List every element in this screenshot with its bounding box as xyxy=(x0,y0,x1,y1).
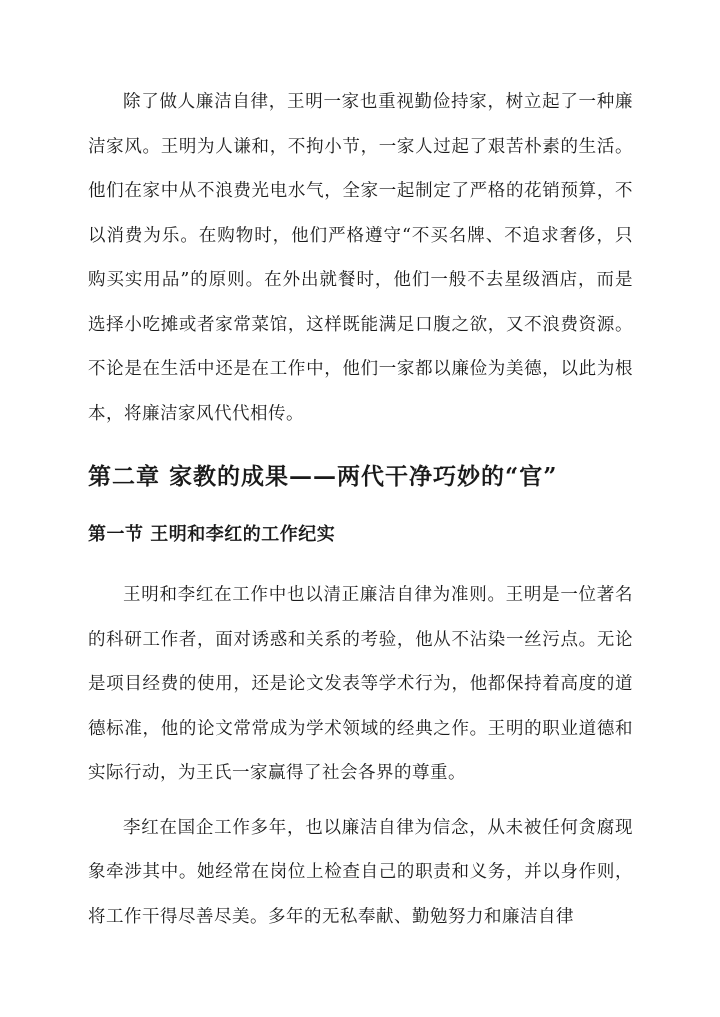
paragraph-wang-ming-work: 王明和李红在工作中也以清正廉洁自律为准则。王明是一位著名的科研工作者，面对诱惑和关系的考验，他从不沾染一丝污点。无论是项目经费的使用，还是论文发表等学术行为，他都保持着高度的道德标准，他的论文常常成为学术领域的经典之作。王明的职业道德和实际行动，为王氏一家赢得了社会各界的尊重。 xyxy=(88,585,633,783)
paragraph-li-hong-work: 李红在国企工作多年，也以廉洁自律为信念，从未被任何贪腐现象牵涉其中。她经常在岗位上检查自己的职责和义务，并以身作则，将工作干得尽善尽美。多年的无私奉献、勤勉努力和廉洁自律 xyxy=(88,817,633,927)
section-title: 第一节 王明和李红的工作纪实 xyxy=(88,524,336,545)
paragraph-family-style: 除了做人廉洁自律，王明一家也重视勤俭持家，树立起了一种廉洁家风。王明为人谦和，不拘小节，一家人过起了艰苦朴素的生活。他们在家中从不浪费光电水气，全家一起制定了严格的花销预算，不以消费为乐。在购物时，他们严格遵守“不买名牌、不追求奢侈，只购买实用品”的原则。在外出就餐时，他们一般不去星级酒店，而是选择小吃摊或者家常菜馆，这样既能满足口腹之欲，又不浪费资源。不论是在生活中还是在工作中，他们一家都以廉俭为美德，以此为根本，将廉洁家风代代相传。 xyxy=(88,92,633,424)
chapter-title: 第二章 家教的成果——两代干净巧妙的“官” xyxy=(88,463,558,490)
document-page xyxy=(88,80,633,939)
